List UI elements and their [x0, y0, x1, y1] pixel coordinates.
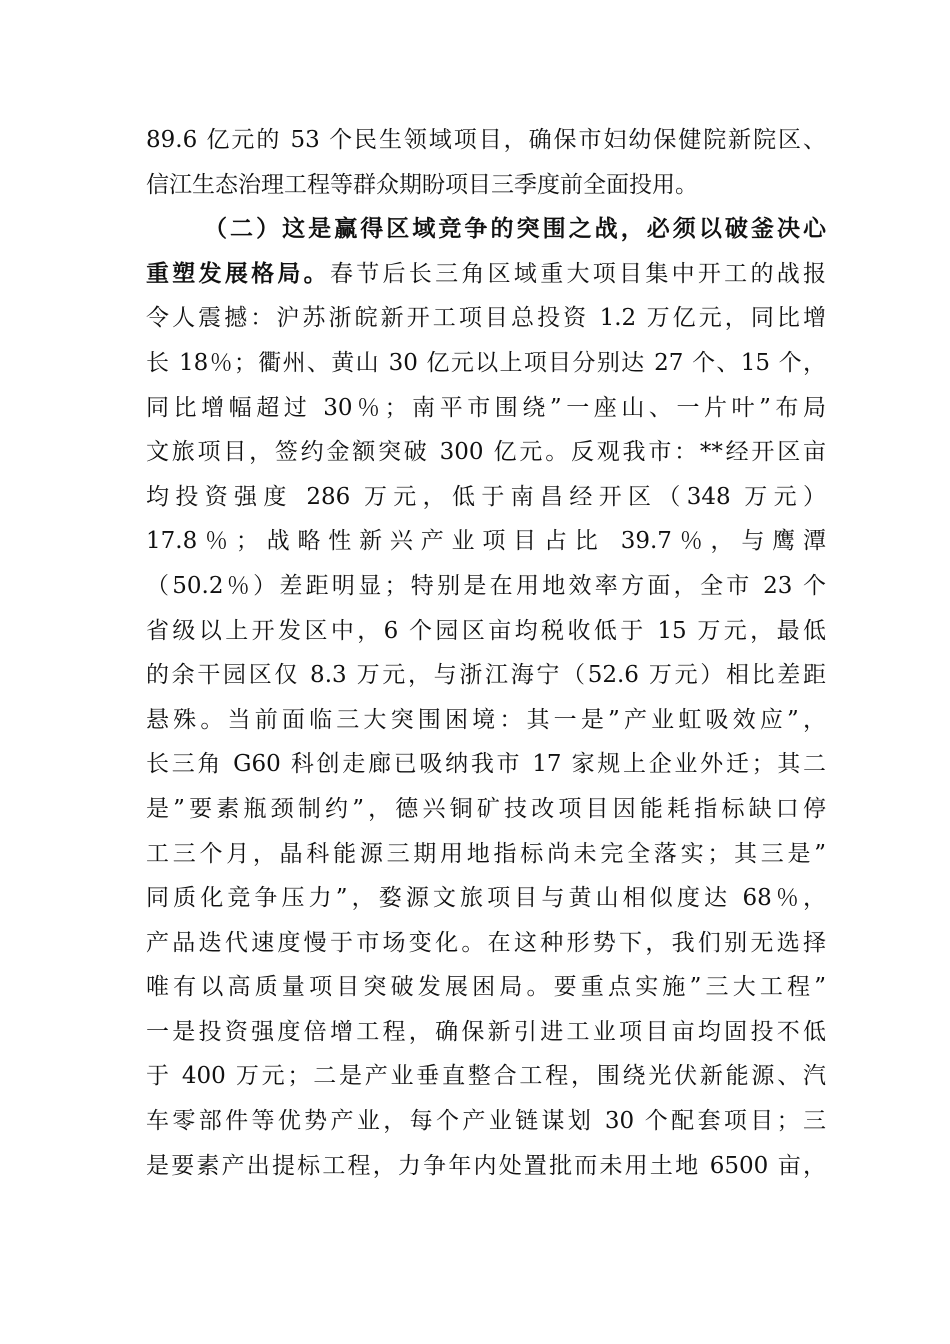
text-line: 车零部件等优势产业，每个产业链谋划 30 个配套项目；三 — [146, 1108, 826, 1135]
text-span: 春节后长三角区域重大项目集中开工的战报 — [329, 260, 826, 287]
body-text — [146, 118, 826, 1188]
text-line: 令人震撼：沪苏浙皖新开工项目总投资 1.2 万亿元，同比增 — [146, 305, 826, 332]
text-line: 长 18％；衢州、黄山 30 亿元以上项目分别达 27 个、15 个， — [146, 349, 826, 376]
text-line: 17.8％；战略性新兴产业项目占比 39.7％，与鹰潭 — [146, 528, 826, 555]
text-line: 唯有以高质量项目突破发展困局。要重点实施”三大工程” — [146, 974, 826, 1001]
text-line: 同质化竞争压力”，婺源文旅项目与黄山相似度达 68％， — [146, 885, 826, 912]
text-line: 信江生态治理工程等群众期盼项目三季度前全面投用。 — [146, 171, 698, 198]
text-line: 的余干园区仅 8.3 万元，与浙江海宁（52.6 万元）相比差距 — [146, 662, 826, 689]
text-line: 工三个月，晶科能源三期用地指标尚未完全落实；其三是” — [146, 840, 826, 867]
text-line: 产品迭代速度慢于市场变化。在这种形势下，我们别无选择 — [146, 929, 826, 956]
text-line: 悬殊。当前面临三大突围困境：其一是”产业虹吸效应”， — [146, 706, 826, 733]
text-line: （50.2％）差距明显；特别是在用地效率方面，全市 23 个 — [146, 572, 826, 599]
text-line: 同比增幅超过 30％；南平市围绕”一座山、一片叶”布局 — [146, 394, 826, 421]
text-line: 均投资强度 286 万元，低于南昌经开区（348 万元） — [146, 483, 826, 510]
text-line: 长三角 G60 科创走廊已吸纳我市 17 家规上企业外迁；其二 — [146, 751, 826, 778]
section-heading-end: 重塑发展格局。 — [146, 259, 330, 287]
text-line — [146, 252, 826, 297]
text-line: 是要素产出提标工程，力争年内处置批而未用土地 6500 亩， — [146, 1152, 826, 1179]
text-line: 文旅项目，签约金额突破 300 亿元。反观我市：**经开区亩 — [146, 439, 826, 466]
text-line: 省级以上开发区中，6 个园区亩均税收低于 15 万元，最低 — [146, 617, 826, 644]
text-line: 是”要素瓶颈制约”，德兴铜矿技改项目因能耗指标缺口停 — [146, 795, 826, 822]
section-heading-line: （二）这是赢得区域竞争的突围之战，必须以破釜决心 — [204, 215, 826, 243]
text-line: 89.6 亿元的 53 个民生领域项目，确保市妇幼保健院新院区、 — [146, 127, 826, 153]
text-line: 一是投资强度倍增工程，确保新引进工业项目亩均固投不低 — [146, 1018, 826, 1045]
text-line: 于 400 万元；二是产业垂直整合工程，围绕光伏新能源、汽 — [146, 1063, 826, 1090]
